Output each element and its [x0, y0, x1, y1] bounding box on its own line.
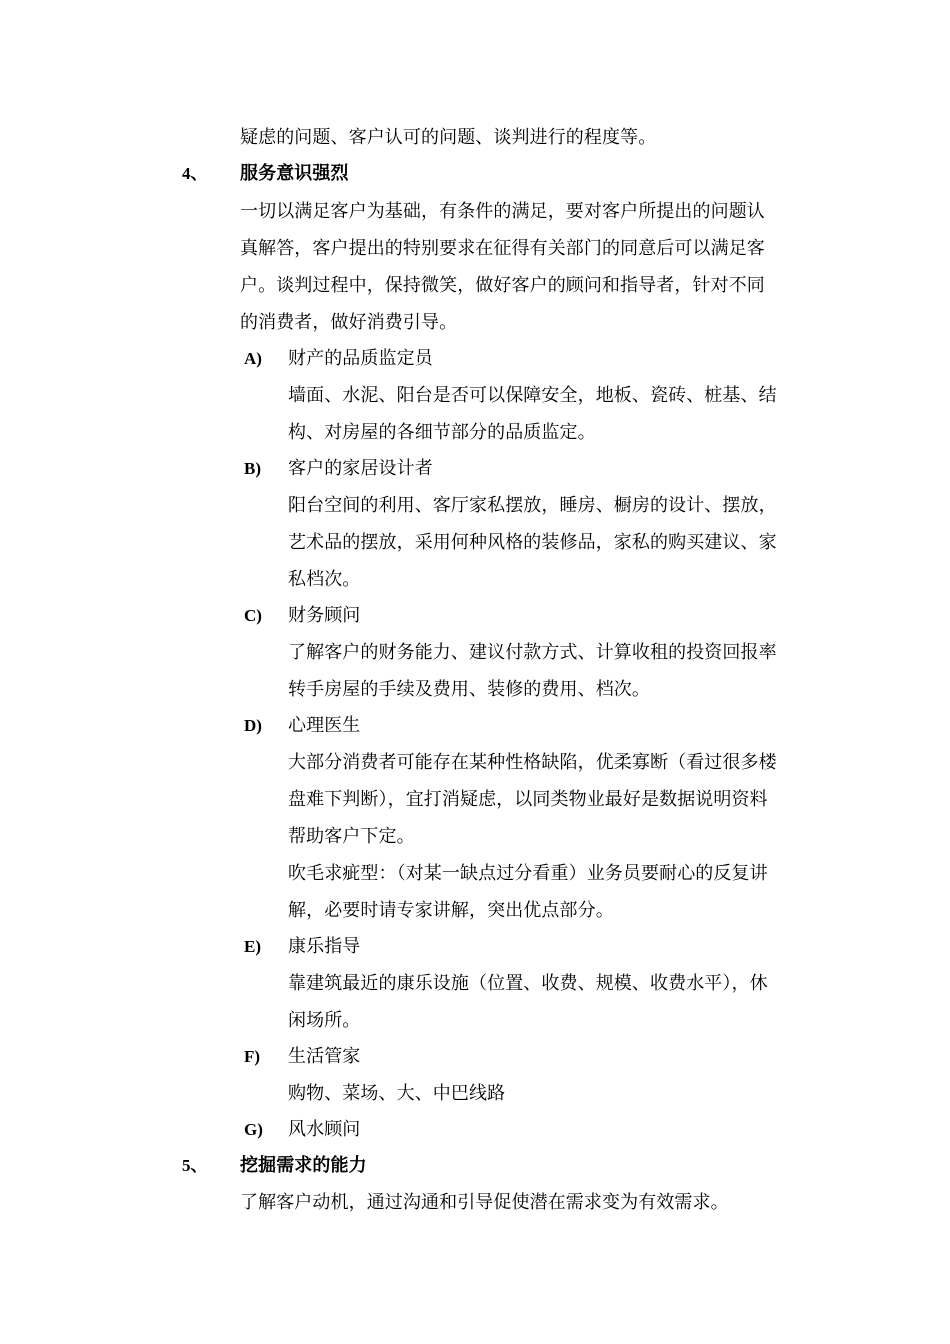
section-4-paragraph-line: 真解答，客户提出的特别要求在征得有关部门的同意后可以满足客 [240, 238, 765, 259]
section-4-paragraph-line: 一切以满足客户为基础，有条件的满足，要对客户所提出的问题认 [240, 201, 765, 222]
item-c-title: 财务顾问 [288, 605, 361, 626]
section-4-paragraph-line: 户。谈判过程中，保持微笑，做好客户的顾问和指导者，针对不同 [240, 275, 765, 296]
item-d-title: 心理医生 [288, 715, 361, 736]
item-a-line: 墙面、水泥、阳台是否可以保障安全，地板、瓷砖、桩基、结 [288, 385, 777, 406]
section-4-title: 服务意识强烈 [240, 163, 349, 184]
item-e-title: 康乐指导 [288, 936, 361, 957]
item-f-title: 生活管家 [288, 1046, 361, 1067]
item-d-line: 帮助客户下定。 [288, 826, 415, 847]
item-f-label: F) [244, 1047, 261, 1066]
item-b-line: 艺术品的摆放，采用何种风格的装修品，家私的购买建议、家 [288, 532, 777, 553]
item-a-line: 构、对房屋的各细节部分的品质监定。 [288, 422, 596, 443]
item-a-label: A) [244, 349, 262, 368]
intro-tail-text: 疑虑的问题、客户认可的问题、谈判进行的程度等。 [240, 127, 657, 148]
item-e-line: 闲场所。 [288, 1010, 361, 1031]
item-d-line: 解，必要时请专家讲解，突出优点部分。 [288, 900, 614, 921]
section-5-paragraph-line: 了解客户动机，通过沟通和引导促使潜在需求变为有效需求。 [240, 1192, 729, 1213]
item-a-title: 财产的品质监定员 [288, 348, 433, 369]
item-b-label: B) [244, 459, 261, 478]
item-c-line: 了解客户的财务能力、建议付款方式、计算收租的投资回报率 [288, 642, 777, 663]
section-4-number: 4、 [182, 164, 208, 183]
item-g-title: 风水顾问 [288, 1119, 361, 1140]
item-d-line: 盘难下判断），宜打消疑虑，以同类物业最好是数据说明资料 [288, 789, 768, 810]
item-d-line: 大部分消费者可能存在某种性格缺陷，优柔寡断（看过很多楼 [288, 752, 777, 773]
item-d-line: 吹毛求疵型：（对某一缺点过分看重）业务员要耐心的反复讲 [288, 863, 768, 884]
item-b-line: 私档次。 [288, 569, 361, 590]
section-5-number: 5、 [182, 1156, 208, 1175]
item-g-label: G) [244, 1120, 263, 1139]
section-4-paragraph-line: 的消费者，做好消费引导。 [240, 312, 458, 333]
item-b-title: 客户的家居设计者 [288, 458, 433, 479]
item-b-line: 阳台空间的利用、客厅家私摆放，睡房、橱房的设计、摆放， [288, 495, 777, 516]
section-5-title: 挖掘需求的能力 [240, 1155, 367, 1176]
item-f-line: 购物、菜场、大、中巴线路 [288, 1083, 506, 1104]
item-d-label: D) [244, 716, 262, 735]
item-c-line: 转手房屋的手续及费用、装修的费用、档次。 [288, 679, 650, 700]
item-c-label: C) [244, 606, 262, 625]
item-e-line: 靠建筑最近的康乐设施（位置、收费、规模、收费水平），休 [288, 973, 768, 994]
item-e-label: E) [244, 937, 261, 956]
